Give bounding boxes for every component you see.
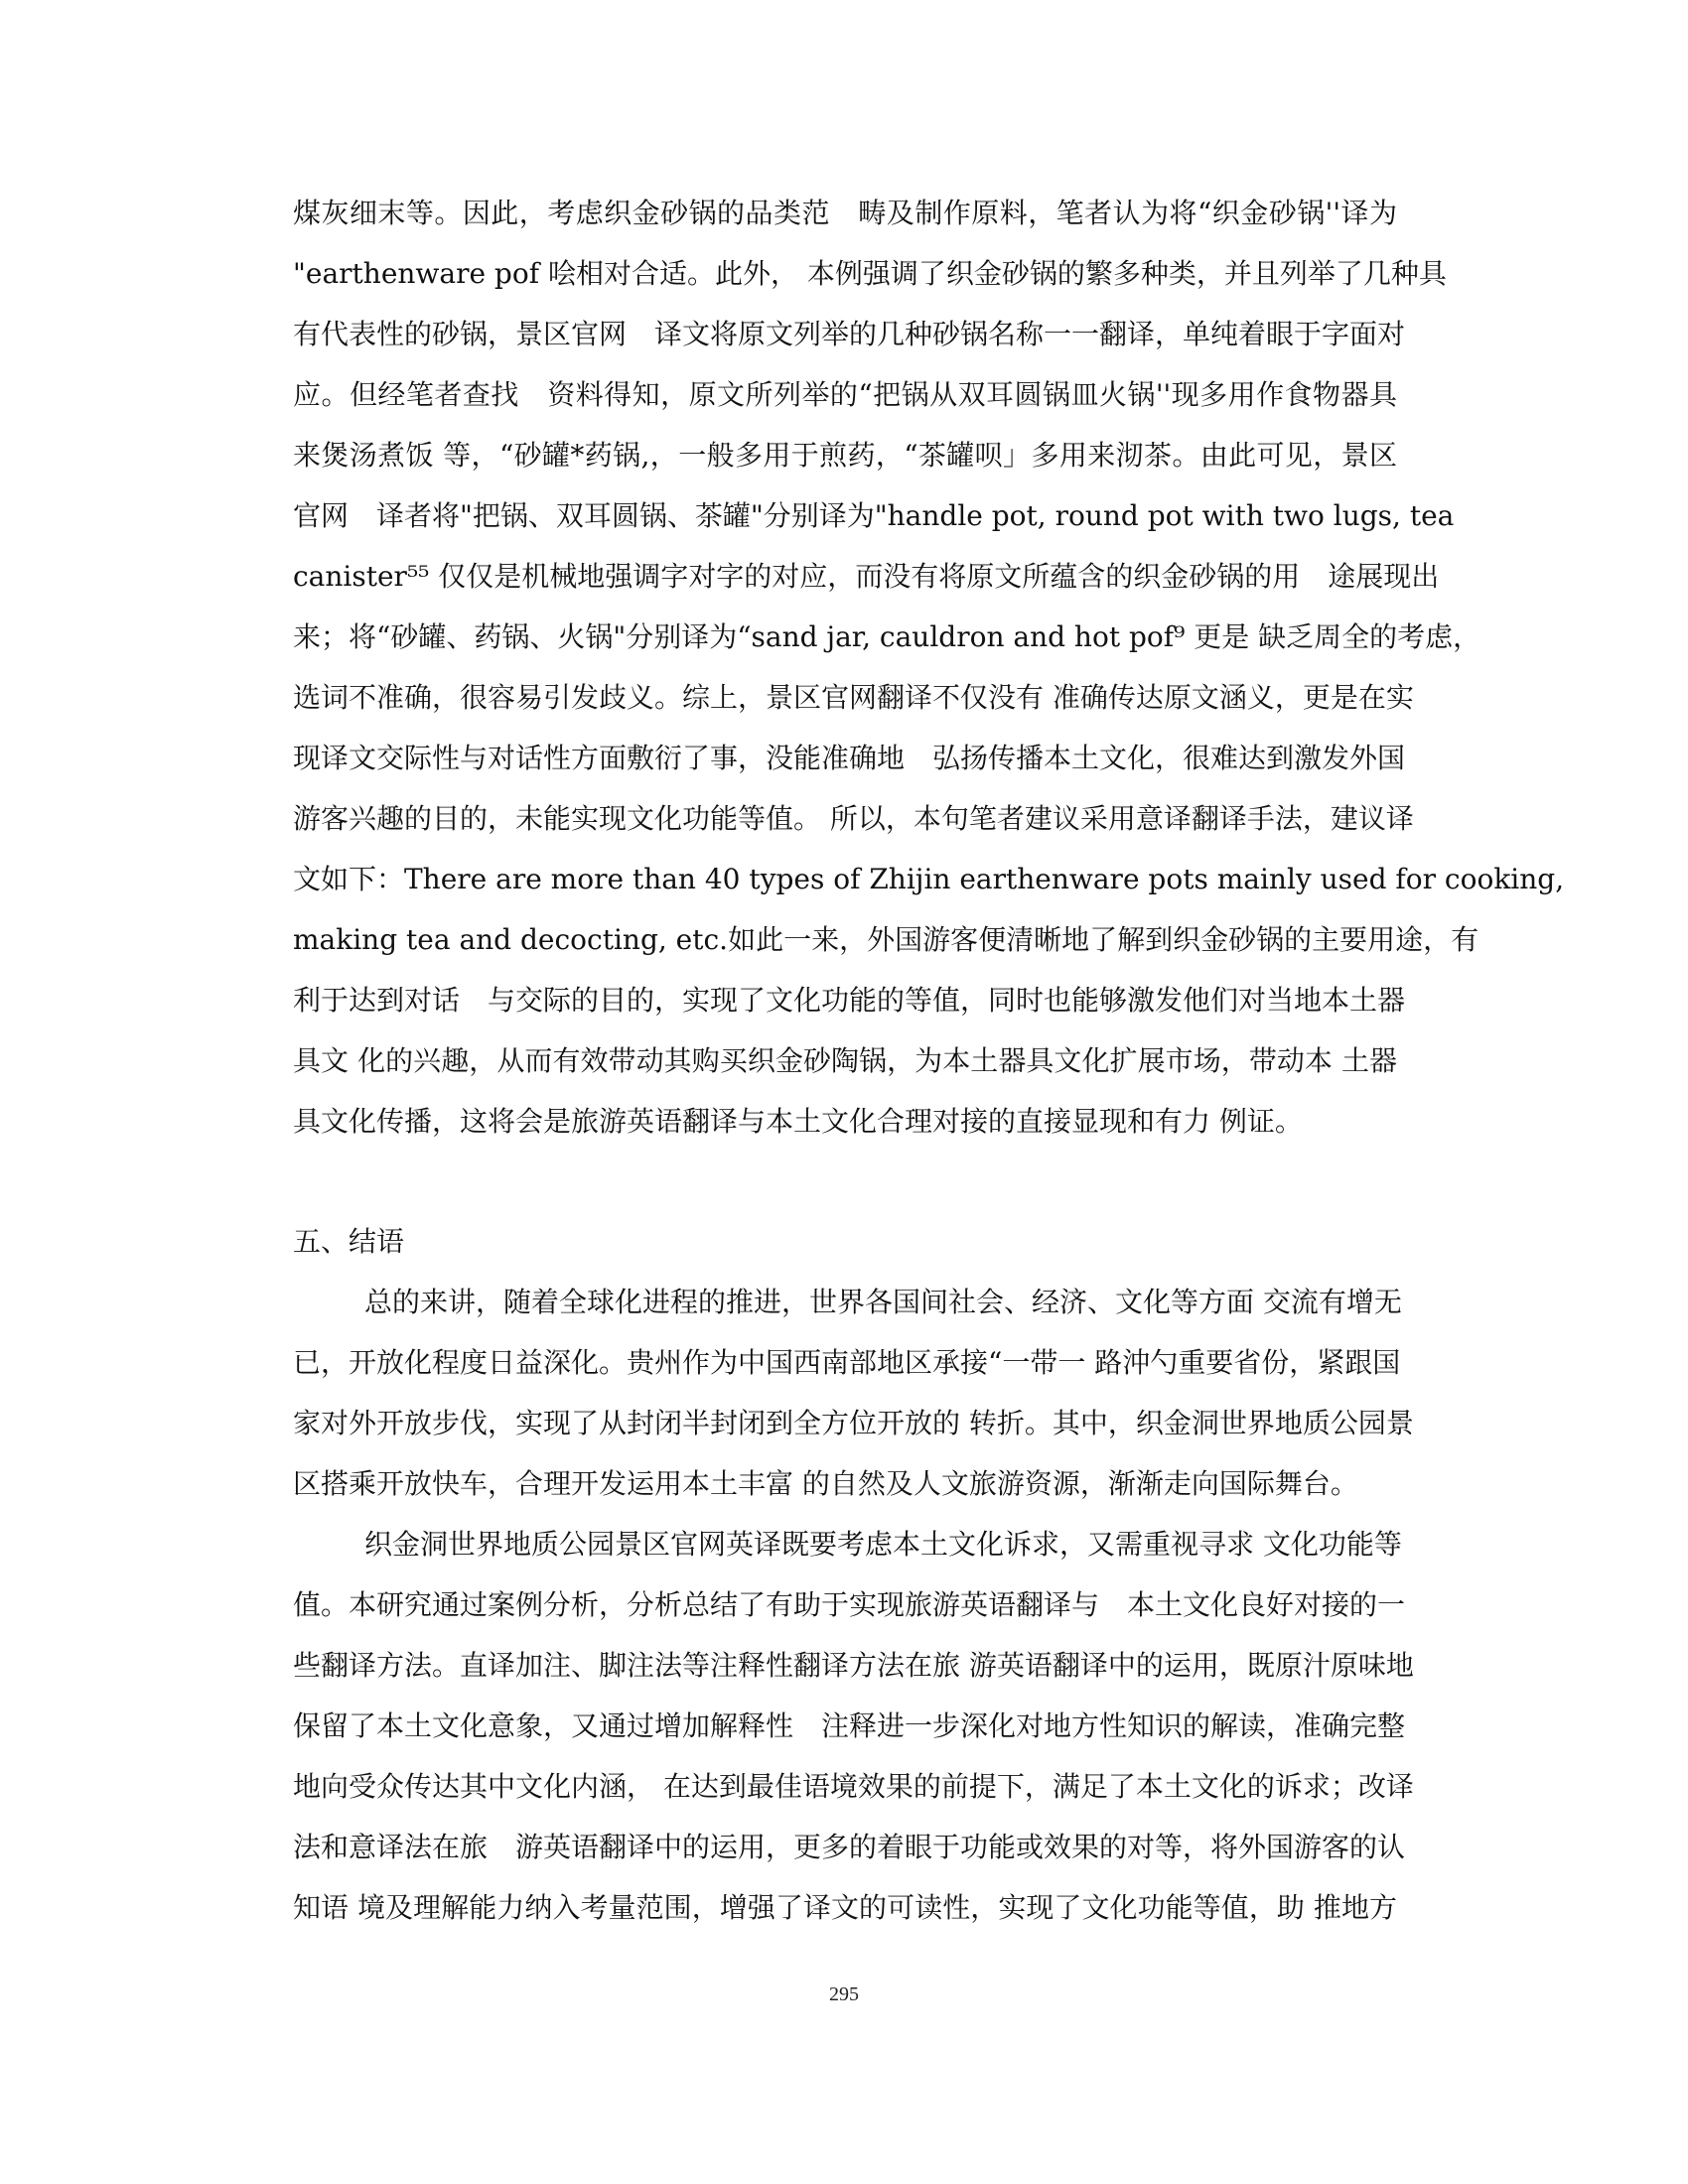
text-line: 来；将“砂罐、药锅、火锅"分别译为“sand jar, cauldron and hot pof⁹ 更是 缺乏周全的考虑，	[293, 620, 1481, 653]
text-line: 来煲汤煮饭 等，“砂罐*药锅,，一般多用于煎药，“茶罐呗」多用来沏茶。由此可见，景区	[293, 439, 1397, 472]
text-line: 具文 化的兴趣，从而有效带动其购买织金砂陶锅，为本土器具文化扩展市场，带动本 土器	[293, 1044, 1397, 1077]
text-line: 文如下：There are more than 40 types of Zhijin earthenware pots mainly used for cooking,	[293, 863, 1565, 895]
text-line: 利于达到对话 与交际的目的，实现了文化功能的等值，同时也能够激发他们对当地本土器	[293, 984, 1406, 1017]
text-line: 地向受众传达其中文化内涵， 在达到最佳语境效果的前提下，满足了本土文化的诉求；改译	[293, 1770, 1414, 1803]
text-line: 保留了本土文化意象，又通过增加解释性 注释进一步深化对地方性知识的解读，准确完整	[293, 1709, 1406, 1742]
page-number: 295	[829, 1983, 859, 2005]
text-line: 有代表性的砂锅，景区官网 译文将原文列举的几种砂锅名称一一翻译，单纯着眼于字面对	[293, 318, 1406, 350]
text-line: 知语 境及理解能力纳入考量范围，增强了译文的可读性，实现了文化功能等值，助 推地方	[293, 1891, 1397, 1924]
conclusion-paragraph-2	[293, 1514, 1414, 1938]
text-line: 家对外开放步伐，实现了从封闭半封闭到全方位开放的 转折。其中，织金洞世界地质公园景	[293, 1407, 1414, 1439]
text-line: canister⁵⁵ 仅仅是机械地强调字对字的对应，而没有将原文所蕴含的织金砂锅的用 途展现出	[293, 560, 1440, 593]
text-line: 煤灰细末等。因此，考虑织金砂锅的品类范 畴及制作原料，笔者认为将“织金砂锅''译为	[293, 197, 1397, 229]
text-line: 些翻译方法。直译加注、脚注法等注释性翻译方法在旅 游英语翻译中的运用，既原汁原味地	[293, 1649, 1414, 1682]
text-line: 具文化传播，这将会是旅游英语翻译与本土文化合理对接的直接显现和有力 例证。	[293, 1105, 1303, 1138]
text-line: 总的来讲，随着全球化进程的推进，世界各国间社会、经济、文化等方面 交流有增无	[364, 1286, 1402, 1318]
text-line: 值。本研究通过案例分析，分析总结了有助于实现旅游英语翻译与 本土文化良好对接的一	[293, 1588, 1406, 1621]
text-line: "earthenware pof 哙相对合适。此外， 本例强调了织金砂锅的繁多种类，并且列举了几种具	[293, 257, 1447, 290]
conclusion-paragraph-1	[293, 1272, 1414, 1514]
text-line: 法和意译法在旅 游英语翻译中的运用，更多的着眼于功能或效果的对等，将外国游客的认	[293, 1831, 1406, 1863]
text-line: 选词不准确，很容易引发歧义。综上，景区官网翻译不仅没有 准确传达原文涵义，更是在实	[293, 681, 1414, 714]
text-line: 游客兴趣的目的，未能实现文化功能等值。 所以，本句笔者建议采用意译翻译手法，建议译	[293, 802, 1414, 835]
text-line: 已，开放化程度日益深化。贵州作为中国西南部地区承接“一带一 路沖勺重要省份，紧跟国	[293, 1346, 1401, 1379]
text-line: 织金洞世界地质公园景区官网英译既要考虑本土文化诉求，又需重视寻求 文化功能等	[364, 1528, 1402, 1561]
text-line: 应。但经笔者查找 资料得知，原文所列举的“把锅从双耳圆锅皿火锅''现多用作食物器具	[293, 378, 1397, 411]
text-line: 区搭乘开放快车，合理开发运用本土丰富 的自然及人文旅游资源，渐渐走向国际舞台。	[293, 1467, 1358, 1500]
section-heading-block	[293, 1211, 1397, 1272]
text-line: making tea and decocting, etc.如此一来，外国游客便清晰地了解到织金砂锅的主要用途，有	[293, 923, 1479, 956]
text-line: 官网 译者将"把锅、双耳圆锅、茶罐"分别译为"handle pot, round pot with two lugs, tea	[293, 499, 1455, 532]
paragraph-continuation	[293, 183, 1565, 1152]
text-line: 现译文交际性与对话性方面敷衍了事，没能准确地 弘扬传播本土文化，很难达到激发外国	[293, 742, 1406, 774]
section-heading: 五、结语	[293, 1225, 405, 1258]
